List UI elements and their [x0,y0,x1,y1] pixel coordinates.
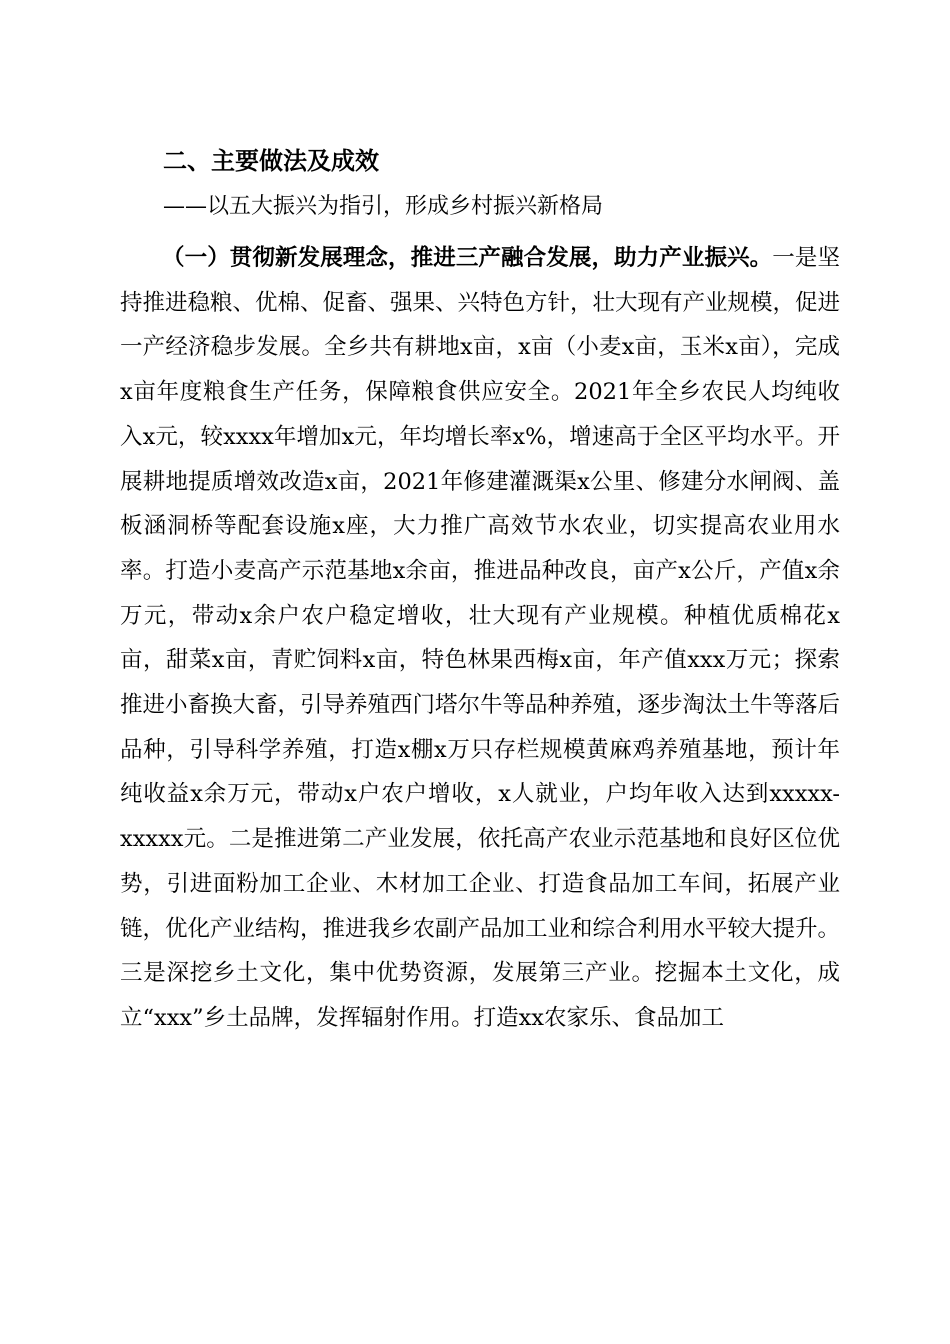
subsection-body: 一是坚持推进稳粮、优棉、促畜、强果、兴特色方针，壮大现有产业规模，促进一产经济稳步发展。全乡共有耕地x亩，x亩（小麦x亩，玉米x亩），完成x亩年度粮食生产任务，保障粮食供应安全。2021年全乡农民人均纯收入x元，较xxxx年增加x元，年均增长率x%，增速高于全区平均水平。开展耕地提质增效改造x亩，2021年修建灌溉渠x公里、修建分水闸阀、盖板涵洞桥等配套设施x座，大力推广高效节水农业，切实提高农业用水率。打造小麦高产示范基地x余亩，推进品种改良，亩产x公斤，产值x余万元，带动x余户农户稳定增收，壮大现有产业规模。种植优质棉花x亩，甜菜x亩，青贮饲料x亩，特色林果西梅x亩，年产值xxx万元；探索推进小畜换大畜，引导养殖西门塔尔牛等品种养殖，逐步淘汰土牛等落后品种，引导科学养殖，打造x棚x万只存栏规模黄麻鸡养殖基地，预计年纯收益x余万元，带动x户农户增收，x人就业，户均年收入达到xxxxx-xxxxx元。二是推进第二产业发展，依托高产农业示范基地和良好区位优势，引进面粉加工企业、木材加工企业、打造食品加工车间，拓展产业链，优化产业结构，推进我乡农副产品加工业和综合利用水平较大提升。三是深挖乡土文化，集中优势资源，发展第三产业。挖掘本土文化，成立“xxx”乡土品牌，发挥辐射作用。打造xx农家乐、食品加工 [120,245,841,1031]
body-paragraph [120,236,840,1041]
subsection-lead: （一）贯彻新发展理念，推进三产融合发展，助力产业振兴。 [162,245,773,271]
section-heading: 二、主要做法及成效 [163,147,379,175]
section-subtitle: ——以五大振兴为指引，形成乡村振兴新格局 [163,194,604,219]
